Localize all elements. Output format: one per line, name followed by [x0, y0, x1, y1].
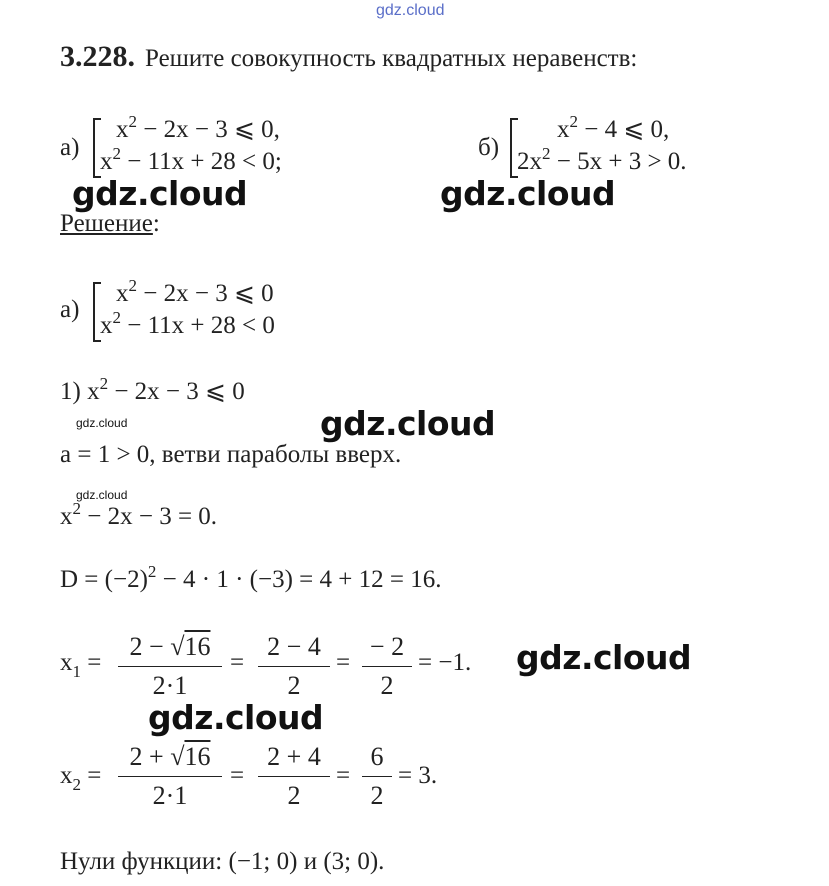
step-1: 1) $x^2 - 2x - 3$ ⩽ 0 — [60, 374, 245, 405]
problem-part-a-line2: $x^2 - 11x + 28 < 0$; — [100, 144, 282, 175]
equals-sign: = — [336, 649, 351, 676]
equals-sign: = — [230, 649, 245, 676]
solution-part-a-label: а) — [60, 296, 80, 323]
x2-label: $x_2$ = — [60, 762, 102, 794]
watermark-small-2: gdz.cloud — [76, 488, 128, 502]
solution-heading: Решение: — [60, 210, 160, 237]
equals-sign: = — [336, 762, 351, 789]
x2-fraction-1: 2 + √16 2·1 — [118, 742, 222, 811]
x1-fraction-1-numerator: 2 − √16 — [129, 632, 211, 661]
x2-fraction-2: 2 + 4 2 — [258, 742, 330, 811]
x1-label: $x_1$ = — [60, 649, 102, 681]
x1-fraction-1: 2 − √16 2·1 — [118, 632, 222, 701]
x2-fraction-1-numerator: 2 + √16 — [129, 742, 211, 771]
x1-fraction-3: − 2 2 — [362, 632, 412, 701]
problem-part-b-line1: $x^2 - 4$ ⩽ 0, — [557, 112, 670, 143]
watermark-5: gdz.cloud — [148, 698, 324, 737]
problem-part-b-label: б) — [478, 134, 500, 161]
x2-result: = 3. — [398, 762, 438, 789]
function-zeros: Нули функции: (−1; 0) и (3; 0). — [60, 848, 385, 875]
problem-header — [60, 40, 637, 74]
watermark-4: gdz.cloud — [516, 638, 692, 677]
watermark-1: gdz.cloud — [72, 174, 248, 213]
problem-part-a-line1: $x^2 - 2x - 3$ ⩽ 0, — [116, 112, 280, 143]
problem-part-b-line2: $2x^2 - 5x + 3 > 0$. — [517, 144, 687, 175]
problem-number: 3.228. — [60, 40, 135, 73]
quadratic-equation: $x^2 - 2x - 3 = 0$. — [60, 499, 218, 530]
watermark-top: gdz.cloud — [376, 2, 445, 19]
x2-fraction-3: 6 2 — [362, 742, 392, 811]
watermark-small-1: gdz.cloud — [76, 416, 128, 430]
solution-system-line2: $x^2 - 11x + 28 < 0$ — [100, 308, 275, 339]
x1-fraction-2: 2 − 4 2 — [258, 632, 330, 701]
solution-system-line1: $x^2 - 2x - 3$ ⩽ 0 — [116, 276, 274, 307]
watermark-2: gdz.cloud — [440, 174, 616, 213]
x1-result: = −1. — [418, 649, 472, 676]
problem-part-a-label: а) — [60, 134, 80, 161]
discriminant: $D = (-2)^2 - 4 \cdot 1 \cdot (-3) = 4 + 12 = 16$. — [60, 562, 442, 593]
branches-text: a = 1 > 0, ветви параболы вверх. — [60, 441, 402, 468]
problem-statement: Решите совокупность квадратных неравенств: — [145, 45, 638, 72]
watermark-3: gdz.cloud — [320, 404, 496, 443]
equals-sign: = — [230, 762, 245, 789]
